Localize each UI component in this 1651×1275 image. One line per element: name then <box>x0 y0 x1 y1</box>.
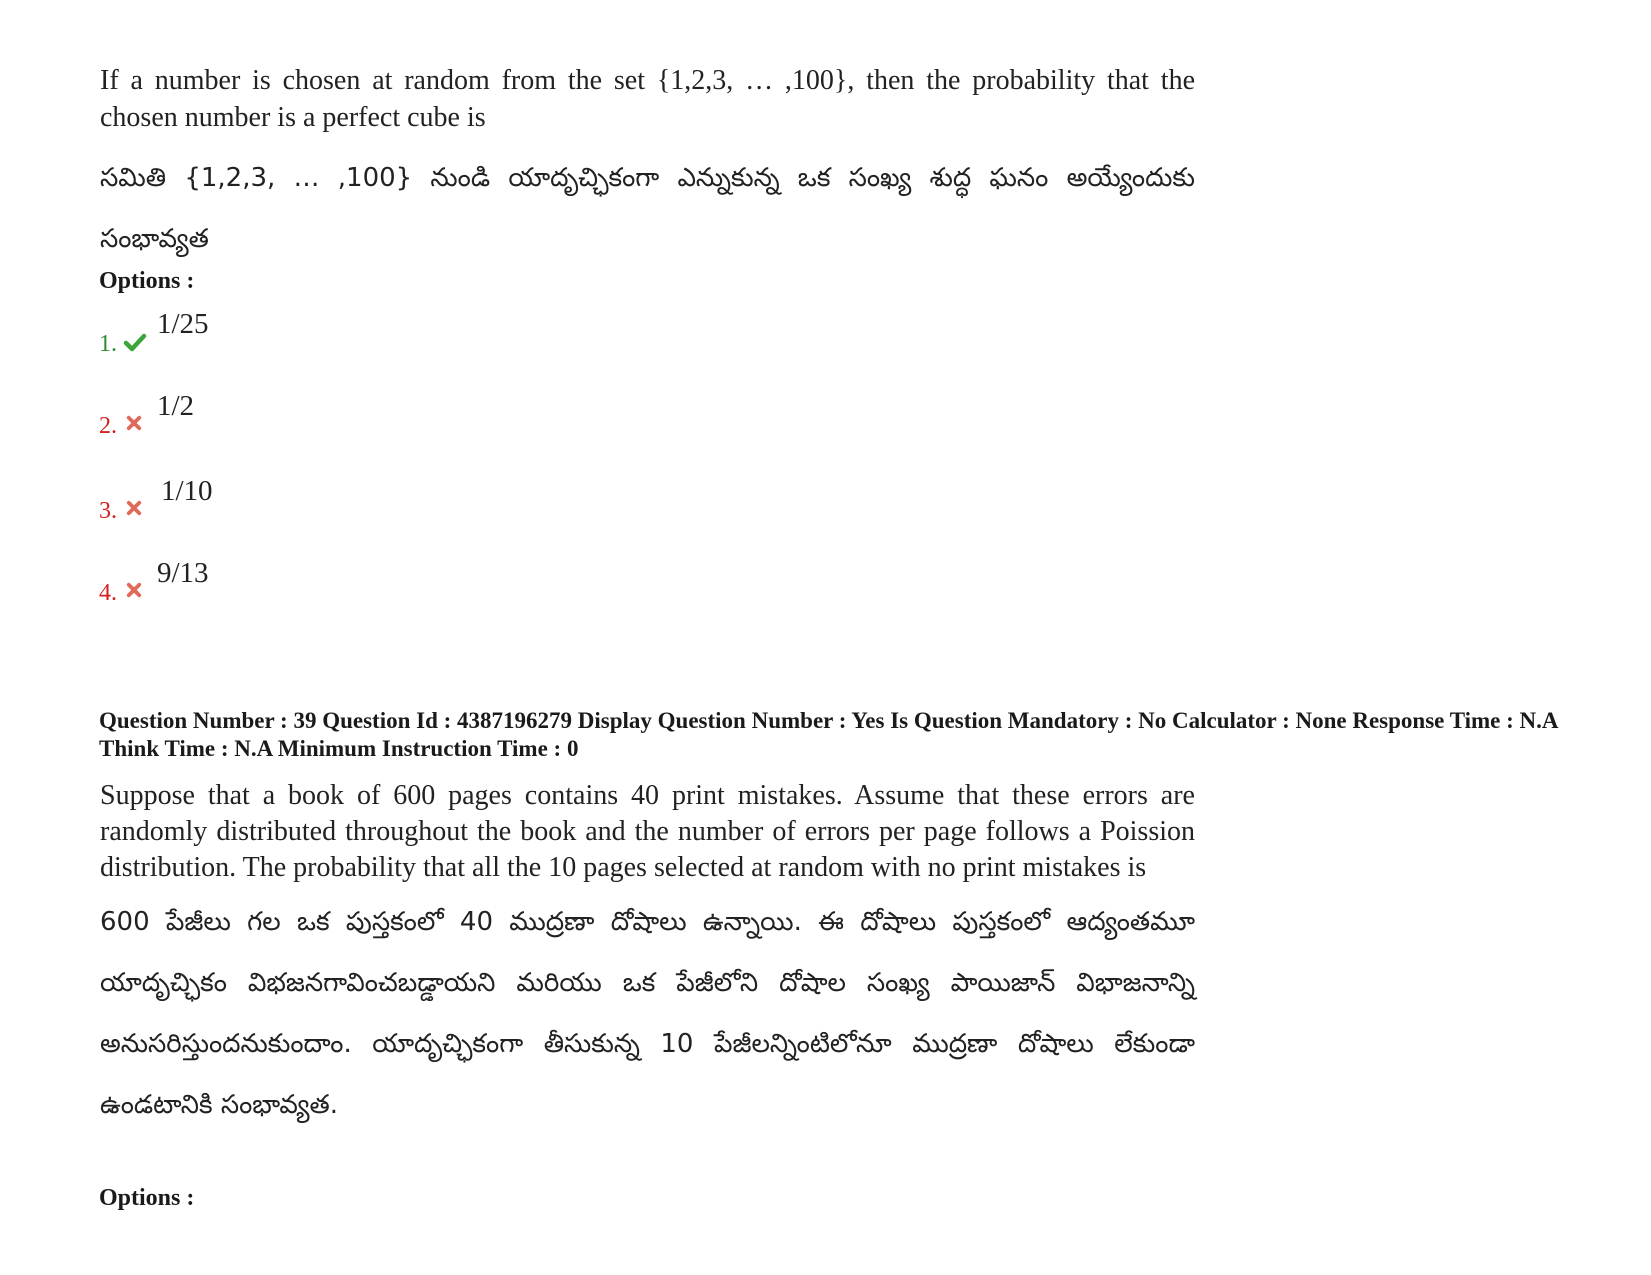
option-1 <box>99 308 399 358</box>
option-number: 1. <box>99 331 117 357</box>
cross-icon <box>125 499 143 517</box>
question-39-meta: Question Number : 39 Question Id : 4387196279 Display Question Number : Yes Is Question Mandatory : No Calculator : None Response Time : N.A Think Time : N.A Minimum Instruction Time : 0 <box>99 708 1558 761</box>
question-38-telugu: సమితి {1,2,3, … ,100} నుండి యాదృచ్ఛికంగా ఎన్నుకున్న ఒక సంఖ్య శుద్ధ ఘనం అయ్యేందుకు సంభావ్యత <box>100 163 1195 254</box>
question-39-text <box>100 778 1195 1136</box>
options-label: Options : <box>99 268 195 294</box>
option-value: 1/10 <box>161 475 213 507</box>
cross-icon <box>125 581 143 599</box>
option-4 <box>99 557 399 607</box>
question-39-english: Suppose that a book of 600 pages contains 40 print mistakes. Assume that these errors are randomly distributed throughout the book and the number of errors per page follows a Poission distribution. The probability that all the 10 pages selected at random with no print mistakes is <box>100 780 1195 883</box>
options-label: Options : <box>99 1185 195 1211</box>
option-value: 1/25 <box>157 308 209 340</box>
option-value: 1/2 <box>157 390 195 422</box>
check-icon <box>123 330 147 354</box>
option-number: 3. <box>99 498 117 524</box>
question-39-telugu: 600 పేజీలు గల ఒక పుస్తకంలో 40 ముద్రణా దోషాలు ఉన్నాయి. ఈ దోషాలు పుస్తకంలో ఆద్యంతమూ యాదృచ్ఛికం విభజనగావించబడ్డాయని మరియు ఒక పేజీలోని దోషాల సంఖ్య పాయిజాన్ విభాజనాన్ని అనుసరిస్తుందనుకుందాం. యాదృచ్ఛికంగా తీసుకున్న 10 పేజీలన్నింటిలోనూ ముద్రణా దోషాలు లేకుండా ఉండటానికి సంభావ్యత. <box>100 907 1195 1120</box>
option-value: 9/13 <box>157 557 209 589</box>
option-number: 2. <box>99 413 117 439</box>
cross-icon <box>125 414 143 432</box>
question-38-english: If a number is chosen at random from the set {1,2,3, … ,100}, then the probability that the chosen number is a perfect cube is <box>100 65 1195 133</box>
question-38-text <box>100 62 1195 270</box>
option-number: 4. <box>99 580 117 606</box>
option-2 <box>99 390 399 440</box>
option-3 <box>99 475 399 525</box>
